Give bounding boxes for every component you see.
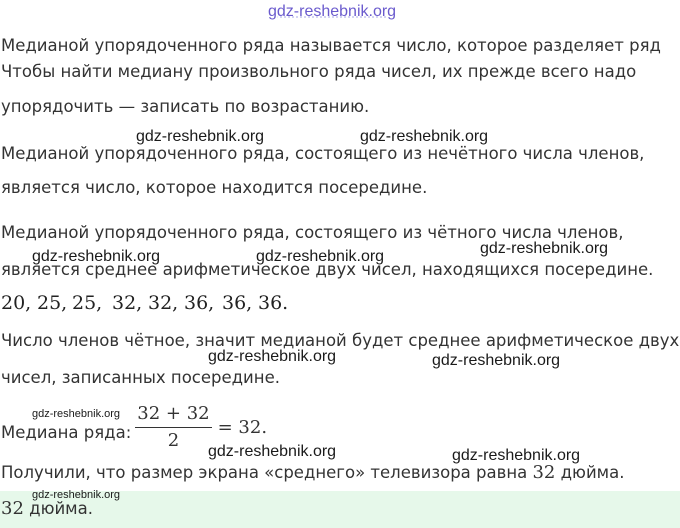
result-value: 32 <box>532 462 556 483</box>
even-count-line: Число членов чётное, значит медианой будет среднее арифметическое двух <box>1 331 680 350</box>
formula-result: = 32. <box>217 416 268 438</box>
sequence-item: 25, <box>72 292 103 314</box>
watermark: gdz-reshebnik.org <box>32 489 121 501</box>
watermark: gdz-reshebnik.org <box>360 128 489 145</box>
watermark: gdz-reshebnik.org <box>452 447 581 464</box>
median-label: Медиана ряда: <box>1 422 132 442</box>
ordered-sequence <box>1 292 288 314</box>
even-rule-line-2: является среднее арифметическое двух чисел, находящихся посередине. <box>1 260 654 279</box>
sequence-item: 32, <box>148 292 179 314</box>
sequence-item: 25, <box>37 292 68 314</box>
result-line <box>1 463 624 483</box>
answer-suffix: дюйма. <box>29 499 93 518</box>
result-suffix: дюйма. <box>560 463 625 482</box>
sequence-item: 36, <box>184 292 215 314</box>
result-prefix: Получили, что размер экрана «среднего» телевизора равна <box>1 463 528 482</box>
fraction <box>135 403 211 452</box>
answer-text <box>1 498 93 520</box>
definition-line: Медианой упорядоченного ряда называется число, которое разделяет ряд <box>1 36 661 55</box>
fraction-numerator: 32 + 32 <box>137 402 210 424</box>
watermark: gdz-reshebnik.org <box>480 240 609 257</box>
watermark: gdz-reshebnik.org <box>208 443 337 460</box>
odd-rule-line-2: является число, которое находится посередине. <box>1 178 428 197</box>
instruction-line-2: упорядочить — записать по возрастанию. <box>1 97 370 116</box>
even-count-line-2: чисел, записанных посередине. <box>1 368 280 387</box>
watermark: gdz-reshebnik.org <box>432 352 561 369</box>
watermark-top: gdz-reshebnik.org <box>268 3 397 20</box>
fraction-denominator: 2 <box>167 429 180 451</box>
answer-value: 32 <box>1 498 24 519</box>
sequence-item: 36. <box>258 292 289 314</box>
watermark: gdz-reshebnik.org <box>256 248 385 265</box>
odd-rule-line: Медианой упорядоченного ряда, состоящего из нечётного числа членов, <box>1 144 645 163</box>
sequence-item: 36, <box>222 292 253 314</box>
instruction-line: Чтобы найти медиану произвольного ряда чисел, их прежде всего надо <box>1 62 637 81</box>
sequence-item: 20, <box>1 292 32 314</box>
sequence-item: 32, <box>112 292 143 314</box>
watermark: gdz-reshebnik.org <box>208 348 337 365</box>
watermark: gdz-reshebnik.org <box>32 408 121 420</box>
watermark: gdz-reshebnik.org <box>136 128 265 145</box>
watermark: gdz-reshebnik.org <box>32 248 161 265</box>
even-rule-line: Медианой упорядоченного ряда, состоящего из чётного числа членов, <box>1 223 624 242</box>
